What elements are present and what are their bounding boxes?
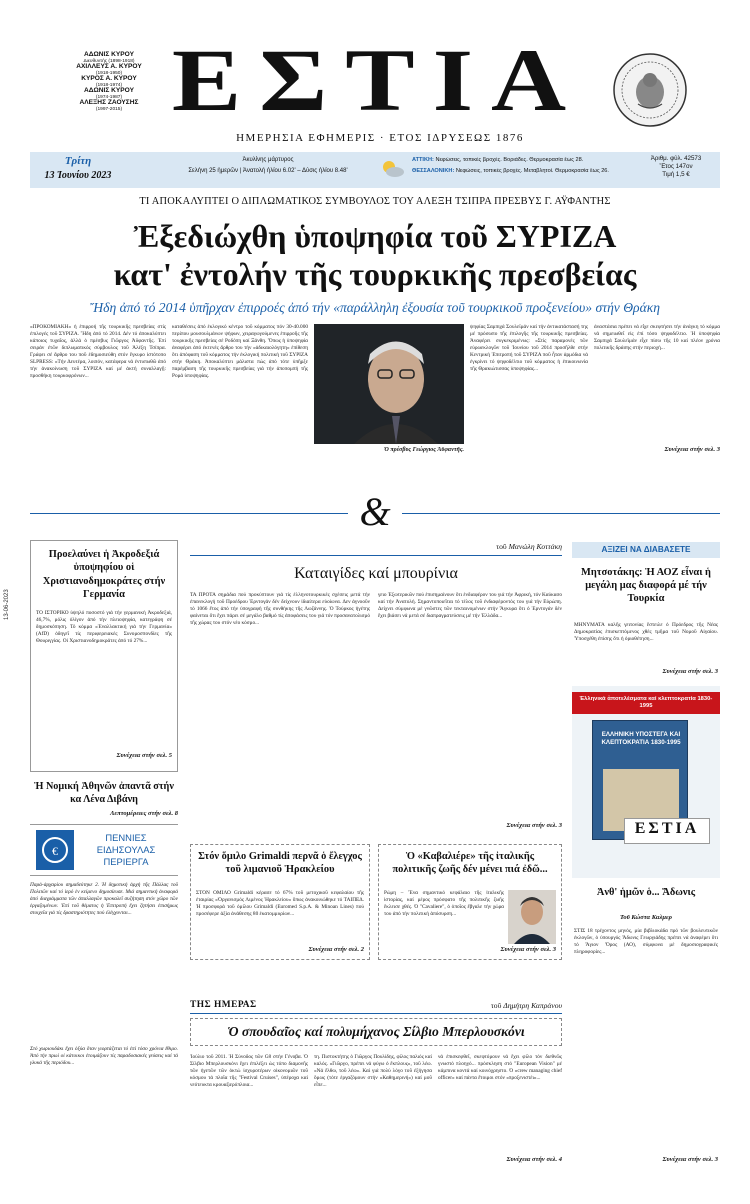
germany-title[interactable]: Προελαύνει ἡ Ἀκροδεξιά ὑποψηφίου οἱ Χριστιανοδημοκράτες στήν Γερμανία [42, 549, 166, 600]
germany-text: ΤΟ ΙΣΤΟΡΙΚΟ ὑψηλό ποσοστό γιά τήν γερμανική Ἀκροδεξιά, 46,7%, μόλις ὀλίγον ἀπό τήν πλειοψηφία, κατεγράφη σέ δημοσκόπηση. Τό κόμμα «Ἐναλλακτική γιά τήν Γερμανία» (AfD) ὁδηγεῖ τίς περιφερειακές Συνομοσπονδίες τῆς Θουριγγίας. Οἱ Χριστιανοδημοκράτες ἀπό τό 27%... [36, 610, 172, 645]
center-title[interactable]: Καταιγίδες καί μπουρίνια [294, 565, 458, 582]
lead-column-2: καταθέσεις ἀπό ἐκλογικό κέντρο τοῦ κόμματος πόν 30-40.000 περίπου μουσουλμάνων ψήφων, χειραγωγούμενες ἐπιρροῆς τῆς τουρκικῆς πρεσβείας σέ Ροδόπη καί Ξάνθη. Ὅπως ἡ ὑποψηφία ἀναφέρει ἀπό ἐκτενές ἄρθρο του τήν «ἀδικαιολόγητη» ἐπίθεση ὅτι ἀπόφαση τοῦ κόμματος τήν ἐκλογική πολιτική τοῦ ΣΥΡΙΖΑ στήν Θράκη. Ἀποκαλύπτει μάλιστα πώς ἀπό τότε ὑπῆρξε παρέμβαση τῆς τουρκικῆς πρεσβείας γιά τήν ἀποπομπή τῆς Ρομά ὑποψηφίας. [172, 324, 308, 380]
promo-brand: ΕΣΤΙΑ [634, 820, 700, 837]
bottom-text-1: Ἰούλιο τοῦ 2011. Ἡ Σύνοδος τῶν G8 στήν Γένοβα. Ὁ Σίλβιο Μπερλουσκόνι ἔχει ἐπιλέξει ὡς τόπο διαμονῆς τῶν ἡγετῶν τῶν ὀκτώ ἰσχυροτέρων οἰκονομιῶν τοῦ κόσμου τά πλοῖα τῆς "Festival Cruises", ὑπέροχα καί νεότευκτα κρουαζιερόπλοια... [190, 1054, 308, 1089]
issue-box [636, 155, 716, 179]
pennies-title: ΠΕΝΝΙΕΣ ΕΙΔΗΣΟΥΛΑΣ ΠΕΡΙΕΡΓΑ [96, 832, 156, 868]
aoz-title[interactable]: Μητσοτάκης: Ἡ ΑΟΖ εἶναι ἡ μεγάλη μας διαφορά μέ τήν Τουρκία [581, 567, 711, 604]
promo-top-text: Ἑλληνικά ἀποτελέσματα καί κλεπτοκρατία 1830-1995 [579, 696, 713, 709]
cavaliere-title[interactable]: Ὁ «Καβαλιέρε» τῆς ἰταλικῆς πολιτικῆς ζωῆς δέν μένει πιά ἐδῶ... [392, 851, 548, 875]
center-continue[interactable]: Συνέχεια στήν σελ. 3 [506, 822, 562, 829]
bottom-byline-name: Δημήτρη Καπράνου [503, 1001, 562, 1010]
weather-attica-label: ΑΤΤΙΚΗ: [412, 157, 434, 163]
day-section-label: ΤΗΣ ΗΜΕΡΑΣ [190, 1000, 257, 1010]
bottom-byline-prefix: τοῦ [490, 1001, 502, 1010]
grimaldi-text: ΣΤΟΝ ΟΜΙΛΟ Grimaldi κέρασε τό 67% τοῦ μετοχικοῦ κεφαλαίου τῆς ἑταιρίας «Ὀργανισμός Λιμένος Ἡρακλείου» ὅπως ἀνακοινώθηκε τό ΤΑΙΠΕΔ. Ἡ προσφορά τοῦ ὁμίλου Grimaldi (Euromed S.p.A. & Minoan Lines) πού προσέφερε ἀξία ἀνάθεσης 80 ἐκατομμυρίων... [196, 890, 364, 918]
lead-headline-2: κατ' ἐντολήν τῆς τουρκικῆς πρεσβείας [113, 256, 637, 292]
lead-photo-caption: Ὁ πρέσβυς Γεώργιος Ἀϋφαντῆς. [383, 447, 464, 453]
bottom-text-2: τη. Πιστοκτήτης ὁ Γιῶργος Πουλίδης, φίλος παλιός καί καλός. «Γιῶργο, πρέπει νά φύγω ὁ ἔκπλους», τοῦ λέω. «Νά ἔλθω, τοῦ λέω». Καί γιά πολύ λόγο τοῦ ἐξήγησα ὅμως (τότε ἐργαζόμουν στήν «Καθημερινή») καί μοῦ εἶπε... [314, 1054, 432, 1089]
pennies-icon [36, 830, 74, 870]
law-school-title[interactable]: Ἡ Νομική Ἀθηνῶν ἀπαντᾶ στήν κα Λένα Διβάνη [34, 781, 174, 806]
law-school-continue[interactable]: Λεπτομέρειες στήν σελ. 8 [110, 810, 178, 817]
divider-left [30, 513, 348, 514]
center-rule [190, 555, 562, 556]
aoz-continue[interactable]: Συνέχεια στήν σελ. 3 [662, 668, 718, 675]
svg-text:€: € [52, 844, 58, 858]
bottom-title[interactable]: Ὁ σπουδαῖος καί πολυμήχανος Σίλβιο Μπερλουσκόνι [227, 1024, 525, 1039]
founder-2: ΑΧΙΛΛΕΥΣ Α. ΚΥΡΟΥ [76, 62, 142, 70]
cavaliere-continue[interactable]: Συνέχεια στήν σελ. 3 [500, 946, 556, 953]
cavaliere-photo [508, 890, 556, 944]
lead-column-4: ἀναστάσια πρέπει νά εἶχε σκεφτήσει τήν ἀνάγκη τό κόμμα νά σημειωθεῖ εἰς ἐπί τόσο ψηφοδέλτιο. Ἡ ὑποψηφία Σαμπιχά Σουλεϊμάν εἶχε πίσω τῆς 10 καί πλέον χρόνια πολιτικῆς δράσης στήν περιοχή... [594, 324, 720, 352]
day-label: Τρίτη [64, 155, 92, 167]
weather-thess-text: Νεφώσεις, τοπικές βροχές. Μεταβλητοί. Θερμοκρασία ἕως 26. [455, 168, 609, 174]
founder-1-years: Διευθυντής (1898-1918) [83, 58, 135, 64]
weather-thess-label: ΘΕΣΣΑΛΟΝΙΚΗ: [412, 168, 455, 174]
aoz-text: ΜΗΝΥΜΑΤΑ καλῆς γειτονίας ἔστειλε ὁ Πρόεδρος τῆς Νέας Δημοκρατίας ἐπισκεπτόμενος χθές τμῆμα τοῦ Νομοῦ Αἰγαίου. Ὑποσχέθη ἐπίσης ὅτι ἡ ὁριοθέτηση... [574, 622, 718, 643]
adonis-text: ΣΤΙΣ 18 τρέχοντος μηνός, μία βιβλιοκάδα πρό τῶν βουλευτικῶν ἐκλογῶν, ὁ ὑπουργός Ἄδωνις Γεωργιάδης πρέπει νά ἀναφέρει ὅτι τό Ἅγιον Ὄρος (ΑΟ), σύμφωνα μέ δημοσιογραφικές πληροφορίες... [574, 928, 718, 956]
issue-price: Τιμή 1,5 € [662, 171, 690, 179]
weather-attica [412, 157, 627, 163]
masthead-title: ΕΣΤΙΑ [171, 30, 585, 130]
center-text-2: γειο Ἐξωτερικῶν πού ἐπισημαίνουν ὅτι ἐνδιαφέρον του γιά τήν Ἀφρική, τόν Καύκασο καί τήν Ἀνατολή. Σημαντοποιεῖται τό τέλος τοῦ ἐνδιαφέροντός του γιά τήν Εὐρώπη. Δείχνει σύμφωνα μέ γνῶστες τῶν τεκταινομένων στήν Ἄγκυρα ὅτι ὁ Ἐρντογάν δέν ἔχει βιάσει νά μετά σέ διαπραγματεύσεις μέ τήν Ἑλλάδα... [378, 592, 562, 620]
issue-number: Ἀριθμ. φύλ. 42573 [650, 155, 702, 162]
masthead-subtitle: ΗΜΕΡΗΣΙΑ ΕΦΗΜΕΡΙΣ · ΕΤΟΣ ΙΔΡΥΣΕΩΣ 1876 [236, 132, 524, 144]
weather-icon [380, 158, 406, 180]
founder-4: ΑΔΩΝΙΣ ΚΥΡΟΥ [83, 86, 135, 94]
lead-photo [314, 324, 464, 444]
founder-1: ΑΔΩΝΙΣ ΚΥΡΟΥ [83, 51, 135, 58]
pennies-text-2: Στό χωριουδάκι ἔχει ὁξύα ὅταν γιορτάζεται τό ἐπί τόσο χρόνια ἔθιμο. Ἀπό τήν πρωί οἱ κάτοικοι ἑτοιμάζουν τίς παραδοσιακές γεύσεις καί τά γλυκά τῆς περιόδου... [30, 1046, 178, 1067]
founder-2-years: (1918-1950) [95, 70, 123, 76]
divider-right [402, 513, 720, 514]
adonis-title[interactable]: Ἀνθ' ἡμῶν ὁ... Ἄδωνις [596, 887, 696, 898]
center-byline [190, 542, 562, 551]
side-date: 13-06-2023 [4, 589, 10, 620]
lead-column-1: «ΠΡΟΚΟΜΙΑΚΗ» ἡ ἐπιρροή τῆς τουρκικῆς πρεσβείας στίς ἐπιλογές τοῦ ΣΥΡΙΖΑ. Ἤδη ἀπό τό 2014. Δέν τό ἀποκαλύπτει κάποιος τυχαῖος, ἀλλά ὁ πρέσβυς Γιῶργος Ἀϋφαντῆς. Ἐπί σειράν ἐτῶν διπλωματικός σύμβουλος τοῦ Ἀλέξη Τσίπρα. Γράφει σέ ἄρθρο του ποῦ ἐδημοσιεύθη στόν ἔγκυρο ἱστότοπο SLPRESS: «Τήν Δευτέρα, λοιπόν, κατάφερα νά ἐντυπωθῶ ἀπό τήν ἀνακοίνωση τοῦ ΣΥΡΙΖΑ καί μέ ἀκτή συναλλαγῇ: προσθήκη τουρκοφρόνων... [30, 324, 166, 380]
founder-5: ΑΛΕΞΗΣ ΖΑΟΥΣΗΣ [79, 98, 139, 106]
lead-continue[interactable]: Συνέχεια στήν σελ. 3 [664, 446, 720, 453]
lead-column-3: ψηφίας Σαμπιχά Σουλεϊμάν καί τήν ἀντικατάστασή της μέ πρόσωπο τῆς ἐπιλογῆς τῆς τουρκικῆς πρεσβείας. Ἀναφέρει συγκεκριμένως: «Στίς παραμονές τῶν εὐρωεκλογῶν τοῦ Ἰουνίου τοῦ 2014 προσῆλθε στήν Κεντρική Ἐπιτροπή τοῦ ΣΥΡΙΖΑ ποῦ ἦταν ἁρμόδια νά ἐγκρίνει τό ψηφοδέλτιο τοῦ κόμματος ἡ ἐπικοινωνία τῆς Θρακιώτισσας ὑποψηφίας... [470, 324, 588, 373]
center-text-1: ΤΑ ΠΡΟΤΑ σημάδια πού προκύπτουν γιά τίς ἑλληνοτουρκικές σχέσεις μετά τήν ἐπανεκλογή τοῦ Προέδρου Ἐρντογάν δέν δείχνουν ἰδιαίτερα εὐοίωνα. Δεν ἀγνοοῦν τό 1066 ἔτος ἀπό τήν ὑπογραφή τῆς συνθήκης τῆς Λωζάννης. Ὁ Τούρκος ἡγέτης φαίνεται ὅτι ἔχει πάρει σέ μεγάλο βαθμό τίς ἀποφάσεις του γιά τόν προσανατολισμό τῆς χώρας του στόν νέο κόσμο... [190, 592, 370, 627]
ampersand-ornament: & [359, 489, 391, 534]
bottom-text-3: νά ἐπισκεφθεῖ, σκεφτόμουν νά ἔχει φίλο τόν διεθνῶς γνωστό πλοηγό... πρόσκληση στό "European Vision" μέ κάμπινα κοντά καί κοινόχρηστο. Ὁ «crew managing chief officer» καί πάντα ἔτοιμοι στόν «προξενιστέι»... [438, 1054, 562, 1082]
grimaldi-title[interactable]: Στόν ὅμιλο Grimaldi περνᾶ ὁ ἔλεγχος τοῦ λιμανιοῦ Ἡρακλείου [198, 851, 362, 875]
weather-thess [412, 168, 627, 174]
adonis-byline: Τοῦ Κώστα Καλμερ [619, 914, 673, 921]
side-date-stamp [4, 560, 14, 620]
seal-emblem [612, 52, 688, 128]
right-section-label: ΑΞΙΖΕΙ ΝΑ ΔΙΑΒΑΣΕΤΕ [601, 545, 691, 554]
issue-year: Ἔτος 147ον [659, 163, 693, 171]
bottom-rule [190, 1013, 562, 1014]
lead-deck: Ἤδη ἀπό τό 2014 ὑπῆρχαν ἐπιρροές ἀπό τήν «παράλληλη ἐξουσία τοῦ τουρκικοῦ προξενείου» στήν Θράκη [89, 300, 660, 315]
germany-continue[interactable]: Συνέχεια στήν σελ. 5 [116, 752, 172, 759]
promo-box[interactable] [572, 686, 720, 878]
lead-kicker: ΤΙ ΑΠΟΚΑΛΥΠΤΕΙ Ο ΔΙΠΛΩΜΑΤΙΚΟΣ ΣΥΜΒΟΥΛΟΣ ΤΟΥ ΑΛΕΞΗ ΤΣΙΠΡΑ ΠΡΕΣΒΥΣ Γ. ΑΫΦΑΝΤΗΣ [139, 196, 611, 207]
adonis-continue[interactable]: Συνέχεια στήν σελ. 3 [662, 1156, 718, 1163]
grimaldi-continue[interactable]: Συνέχεια στήν σελ. 2 [308, 946, 364, 953]
bottom-byline [430, 1001, 562, 1010]
center-byline-prefix: τοῦ [496, 542, 507, 551]
moon-label: Σελήνη 25 ἡμερῶν | Ἀνατολή ἡλίου 6.02' – Δύσις ἡλίου 8.48' [188, 168, 348, 174]
cavaliere-text: Ρώμη – Ἕνα σημαντικό κεφάλαιο τῆς ἰταλικῆς ἱστορίας, καί μέρος πρόσφατο τῆς πολιτικῆς ζωῆς ἔκλεισε χθές. Ὁ "Cavaliere", ὁ ὁποῖος ἔβγαλε τήν χώρα του ἀπό τήν πολιτική ἀπόσυρση... [384, 890, 504, 918]
weather-attica-text: Νεφώσεις, τοπικές βροχές. Βοριάδες. Θερμοκρασία ἕως 28. [435, 157, 584, 163]
pennies-text-1: Παρά-ἀρχαρίου σημαδεύτηκε 2. Ἡ δημοτική ἀρχή τῆς Πάλλας τοῦ Πολιτῶν καί τό ἰερό ἐν κείμενο δημοσίευσε. Μιά σημαντική ἀναφορά ἀπό διαγράμματα τῶν ἀπαλλαγῶν προκαλεῖ συζήτηση στόν χῶρο τῶν ἐργαζομένων. Ἐπί τοῦ θέματος ἡ Ἐπιτροπή ἔχει ζητήσει ἐπισήμως στοιχεῖα γιά τίς δραστηριότητες πού ἐλέγχονται... [30, 882, 178, 917]
saint-label: Ἀκυλίνης μάρτυρος [242, 157, 294, 163]
founder-4-years: (1974-1987) [95, 94, 123, 100]
lead-headline-1: Ἐξεδιώχθη ὑποψηφία τοῦ ΣΥΡΙΖΑ [133, 218, 617, 254]
bottom-continue[interactable]: Συνέχεια στήν σελ. 4 [506, 1156, 562, 1163]
founder-3-years: (1918-1974) [95, 82, 123, 88]
founder-3: ΚΥΡΟΣ Α. ΚΥΡΟΥ [81, 74, 137, 82]
promo-book-title: ΕΛΛΗΝΙΚΗ ΥΠΟΣΤΕΓΑ ΚΑΙ ΚΛΕΠΤΟΚΡΑΤΙΑ 1830-1995 [601, 731, 681, 746]
center-byline-name: Μανώλη Κοττάκη [508, 542, 562, 551]
date-label: 13 Ἰουνίου 2023 [44, 170, 112, 181]
founder-5-years: (1997-2015) [95, 106, 123, 112]
founders-list [68, 52, 150, 112]
